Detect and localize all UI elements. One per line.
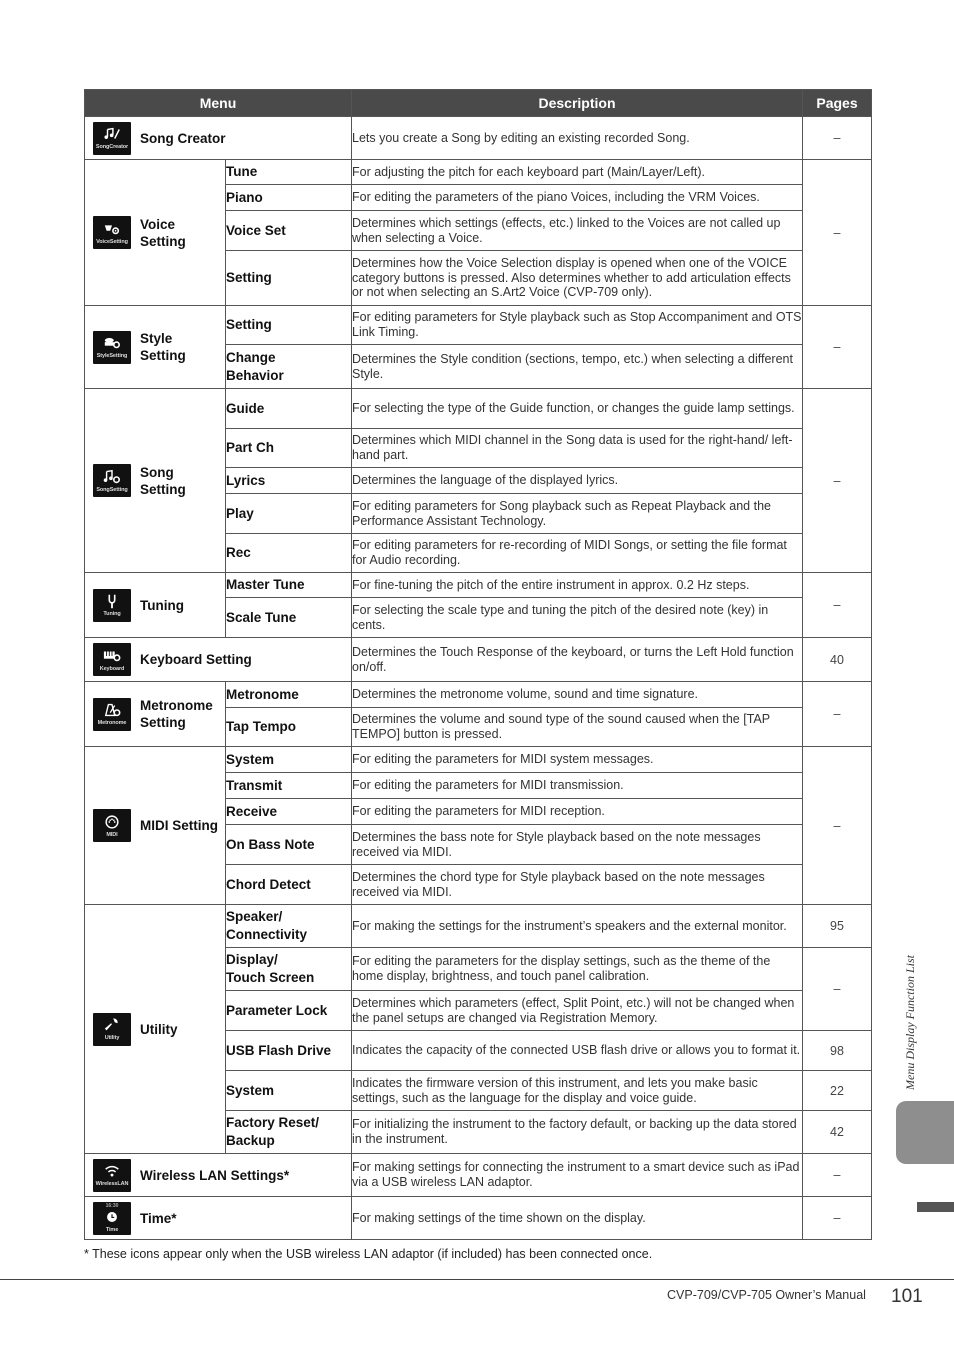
menu-cell	[85, 117, 352, 160]
table-row	[85, 905, 872, 948]
pages-cell: 42	[803, 1111, 872, 1154]
table-row	[85, 306, 872, 345]
table-row	[85, 682, 872, 708]
text-line: Song	[140, 464, 174, 480]
table-row	[85, 638, 872, 682]
submenu-cell	[226, 682, 352, 708]
menu-item	[85, 122, 351, 155]
text-line: Voice	[140, 216, 176, 232]
text-line: Receive	[226, 803, 278, 819]
icon-caption: WirelessLAN	[95, 1181, 129, 1187]
voice-setting-icon	[93, 216, 131, 249]
menu-item	[85, 330, 225, 364]
keyboard-setting-icon-glyph	[103, 648, 121, 664]
pages-cell: –	[803, 160, 872, 306]
text-line: System	[226, 1082, 275, 1098]
text-line: Play	[226, 505, 254, 521]
text-line: Master Tune	[226, 577, 305, 592]
pages-cell: –	[803, 1197, 872, 1240]
description-cell: For selecting the type of the Guide function, or changes the guide lamp settings.	[352, 389, 803, 429]
text-line: On Bass Note	[226, 836, 315, 852]
text-line: Rec	[226, 545, 251, 560]
text-line: MIDI Setting	[140, 818, 218, 833]
menu-cell	[85, 638, 352, 682]
description-cell: For selecting the scale type and tuning the pitch of the desired note (key) in cents.	[352, 598, 803, 638]
submenu-cell	[226, 865, 352, 905]
text-line: Part Ch	[226, 440, 275, 455]
text-line: Utility	[140, 1021, 178, 1037]
menu-cell	[85, 1154, 352, 1197]
icon-caption: SongSetting	[96, 486, 128, 493]
submenu-cell	[226, 468, 352, 494]
clock-readout: 16:30	[105, 1202, 119, 1209]
description-cell: For editing the parameters for MIDI reception.	[352, 799, 803, 825]
text-line: Change	[226, 349, 276, 365]
midi-setting-icon	[93, 809, 131, 842]
icon-caption: SongCreator	[95, 144, 129, 150]
description-cell: Determines how the Voice Selection display is opened when one of the VOICE category buttons is pressed. Also determines whether to add articulation effects or not when selecting an S.Art2 Voice (CVP-709 only).	[352, 251, 803, 306]
icon-caption: VoiceSetting	[96, 238, 128, 245]
menu-function-table	[84, 89, 872, 1240]
metronome-setting-icon	[93, 698, 131, 731]
text-line: Backup	[226, 1133, 275, 1148]
utility-icon-glyph	[103, 1017, 121, 1033]
side-bar-marker	[917, 1202, 954, 1212]
menu-label	[140, 1021, 178, 1038]
submenu-cell	[226, 185, 352, 211]
text-line: Voice Set	[226, 222, 286, 238]
icon-caption: Tuning	[103, 611, 121, 617]
text-line: Time*	[140, 1210, 177, 1226]
icon-caption: Metronome	[97, 720, 127, 726]
song-creator-icon-glyph	[103, 126, 121, 142]
wireless-lan-icon-glyph	[103, 1163, 121, 1179]
page-number: 101	[891, 1286, 923, 1307]
menu-item	[85, 697, 225, 731]
submenu-cell	[226, 211, 352, 251]
text-line: Setting	[140, 348, 186, 363]
text-line: Setting	[226, 317, 272, 332]
table-row	[85, 573, 872, 598]
table-row	[85, 117, 872, 160]
pages-cell: –	[803, 682, 872, 747]
song-creator-icon	[93, 122, 131, 155]
menu-item	[85, 1013, 225, 1046]
time-icon-glyph	[103, 1209, 121, 1225]
submenu-cell	[226, 429, 352, 468]
menu-item	[85, 643, 351, 676]
menu-label	[140, 817, 218, 834]
menu-item	[85, 1202, 351, 1235]
table-row	[85, 160, 872, 185]
description-cell: For making settings for connecting the instrument to a smart device such as iPad via a USB wireless LAN adaptor.	[352, 1154, 803, 1197]
text-line: Parameter Lock	[226, 1002, 328, 1018]
manual-title: CVP-709/CVP-705 Owner’s Manual	[667, 1288, 866, 1302]
description-cell: Indicates the capacity of the connected USB flash drive or allows you to format it.	[352, 1031, 803, 1071]
submenu-cell	[226, 991, 352, 1031]
submenu-cell	[226, 345, 352, 389]
tuning-icon-glyph	[103, 593, 121, 609]
table-row	[85, 747, 872, 773]
description-cell: Determines which settings (effects, etc.) linked to the Voices are not called up when selecting a Voice.	[352, 211, 803, 251]
menu-label	[140, 651, 252, 668]
submenu-cell	[226, 1071, 352, 1111]
description-cell: Determines the volume and sound type of the sound caused when the [TAP TEMPO] button is pressed.	[352, 708, 803, 747]
submenu-cell	[226, 905, 352, 948]
header-description: Description	[352, 90, 803, 117]
submenu-cell	[226, 747, 352, 773]
menu-label	[140, 1167, 289, 1184]
text-line: Wireless LAN Settings*	[140, 1167, 290, 1183]
text-line: Guide	[226, 400, 265, 416]
icon-caption: Time	[105, 1226, 119, 1233]
table-header-row	[85, 90, 872, 117]
submenu-cell	[226, 799, 352, 825]
menu-cell	[85, 747, 226, 905]
pages-cell: –	[803, 948, 872, 1031]
description-cell: For editing parameters for re-recording of MIDI Songs, or setting the file format for Audio recording.	[352, 534, 803, 573]
menu-label	[140, 464, 186, 498]
pages-cell: –	[803, 1154, 872, 1197]
submenu-cell	[226, 708, 352, 747]
submenu-cell	[226, 494, 352, 534]
description-cell: For editing the parameters for MIDI system messages.	[352, 747, 803, 773]
text-line: USB Flash Drive	[226, 1042, 332, 1058]
keyboard-setting-icon	[93, 643, 131, 676]
footnote: * These icons appear only when the USB wireless LAN adaptor (if included) has been connected once.	[84, 1247, 653, 1261]
menu-cell	[85, 306, 226, 389]
icon-caption: Keyboard	[99, 665, 125, 672]
voice-setting-icon-glyph	[103, 221, 121, 237]
submenu-cell	[226, 1031, 352, 1071]
icon-caption: MIDI	[106, 831, 118, 838]
table-row	[85, 1197, 872, 1240]
pages-cell: –	[803, 573, 872, 638]
side-tab-label: Menu Display Function List	[903, 955, 917, 1090]
description-cell: Lets you create a Song by editing an existing recorded Song.	[352, 117, 803, 160]
text-line: Connectivity	[226, 927, 308, 942]
menu-label	[140, 1210, 177, 1227]
pages-cell: –	[803, 389, 872, 573]
pages-cell: 95	[803, 905, 872, 948]
text-line: Behavior	[226, 367, 284, 383]
text-line: Chord Detect	[226, 876, 311, 892]
text-line: Song Creator	[140, 130, 226, 146]
text-line: System	[226, 751, 275, 767]
menu-item	[85, 464, 225, 498]
text-line: Style	[140, 331, 173, 346]
submenu-cell	[226, 598, 352, 638]
time-icon	[93, 1202, 131, 1235]
menu-cell	[85, 1197, 352, 1240]
description-cell: For making the settings for the instrument’s speakers and the external monitor.	[352, 905, 803, 948]
description-cell: For making settings of the time shown on the display.	[352, 1197, 803, 1240]
description-cell: Determines the chord type for Style playback based on the note messages received via MIDI.	[352, 865, 803, 905]
table-row	[85, 1154, 872, 1197]
description-cell: Determines which MIDI channel in the Song data is used for the right-hand/ left-hand part.	[352, 429, 803, 468]
pages-cell: –	[803, 117, 872, 160]
pages-cell: –	[803, 306, 872, 389]
text-line: Speaker/	[226, 909, 283, 924]
text-line: Setting	[140, 715, 186, 730]
menu-item	[85, 216, 225, 250]
text-line: Scale Tune	[226, 609, 297, 625]
menu-item	[85, 589, 225, 622]
pages-cell: 22	[803, 1071, 872, 1111]
pages-cell: 40	[803, 638, 872, 682]
menu-cell	[85, 905, 226, 1154]
song-setting-icon-glyph	[103, 469, 121, 485]
wireless-lan-icon	[93, 1159, 131, 1192]
style-setting-icon	[93, 331, 131, 364]
menu-cell	[85, 389, 226, 573]
menu-cell	[85, 682, 226, 747]
description-cell: For editing the parameters for the display settings, such as the theme of the home display, brightness, and touch panel calibration.	[352, 948, 803, 991]
menu-item	[85, 1159, 351, 1192]
submenu-cell	[226, 251, 352, 306]
submenu-cell	[226, 306, 352, 345]
submenu-cell	[226, 948, 352, 991]
menu-item	[85, 809, 225, 842]
description-cell: For editing parameters for Style playback such as Stop Accompaniment and OTS Link Timing.	[352, 306, 803, 345]
text-line: Display/	[226, 952, 278, 967]
text-line: Metronome	[140, 698, 213, 713]
submenu-cell	[226, 534, 352, 573]
menu-label	[140, 130, 226, 147]
text-line: Piano	[226, 189, 263, 205]
description-cell: Determines the Touch Response of the keyboard, or turns the Left Hold function on/off.	[352, 638, 803, 682]
utility-icon	[93, 1013, 131, 1046]
tuning-icon	[93, 589, 131, 622]
text-line: Tap Tempo	[226, 719, 296, 734]
menu-label	[140, 697, 213, 731]
style-setting-icon-glyph	[103, 335, 121, 351]
text-line: Transmit	[226, 777, 283, 793]
metronome-setting-icon-glyph	[103, 702, 121, 718]
text-line: Metronome	[226, 686, 299, 702]
description-cell: Determines the language of the displayed lyrics.	[352, 468, 803, 494]
description-cell: Determines which parameters (effect, Split Point, etc.) will not be changed when the panel setups are changed via Registration Memory.	[352, 991, 803, 1031]
submenu-cell	[226, 773, 352, 799]
menu-label	[140, 216, 186, 250]
submenu-cell	[226, 160, 352, 185]
text-line: Keyboard Setting	[140, 652, 252, 667]
description-cell: For adjusting the pitch for each keyboard part (Main/Layer/Left).	[352, 160, 803, 185]
icon-caption: Utility	[104, 1035, 120, 1041]
submenu-cell	[226, 825, 352, 865]
description-cell: For editing the parameters of the piano Voices, including the VRM Voices.	[352, 185, 803, 211]
text-line: Setting	[140, 233, 186, 249]
description-cell: For fine-tuning the pitch of the entire instrument in approx. 0.2 Hz steps.	[352, 573, 803, 598]
pages-cell: 98	[803, 1031, 872, 1071]
description-cell: For editing parameters for Song playback such as Repeat Playback and the Performance Assistant Technology.	[352, 494, 803, 534]
text-line: Lyrics	[226, 472, 266, 488]
header-pages: Pages	[803, 90, 872, 117]
side-tab	[896, 1101, 954, 1164]
text-line: Tuning	[140, 597, 184, 613]
menu-cell	[85, 160, 226, 306]
footer-rule	[0, 1279, 954, 1280]
table-row	[85, 389, 872, 429]
description-cell: Determines the bass note for Style playback based on the note messages received via MIDI.	[352, 825, 803, 865]
submenu-cell	[226, 1111, 352, 1154]
text-line: Touch Screen	[226, 970, 315, 985]
menu-label	[140, 330, 186, 364]
icon-caption: StyleSetting	[96, 353, 128, 359]
text-line: Factory Reset/	[226, 1115, 320, 1130]
pages-cell: –	[803, 747, 872, 905]
menu-cell	[85, 573, 226, 638]
description-cell: Indicates the firmware version of this instrument, and lets you make basic settings, such as the language for the display and voice guide.	[352, 1071, 803, 1111]
submenu-cell	[226, 573, 352, 598]
description-cell: Determines the Style condition (sections, tempo, etc.) when selecting a different Style.	[352, 345, 803, 389]
description-cell: Determines the metronome volume, sound and time signature.	[352, 682, 803, 708]
menu-label	[140, 597, 184, 614]
song-setting-icon	[93, 464, 131, 497]
header-menu: Menu	[85, 90, 352, 117]
submenu-cell	[226, 389, 352, 429]
text-line: Setting	[140, 481, 186, 497]
description-cell: For initializing the instrument to the factory default, or backing up the data stored in the instrument.	[352, 1111, 803, 1154]
text-line: Setting	[226, 270, 272, 285]
midi-setting-icon-glyph	[103, 814, 121, 830]
text-line: Tune	[226, 164, 258, 179]
description-cell: For editing the parameters for MIDI transmission.	[352, 773, 803, 799]
